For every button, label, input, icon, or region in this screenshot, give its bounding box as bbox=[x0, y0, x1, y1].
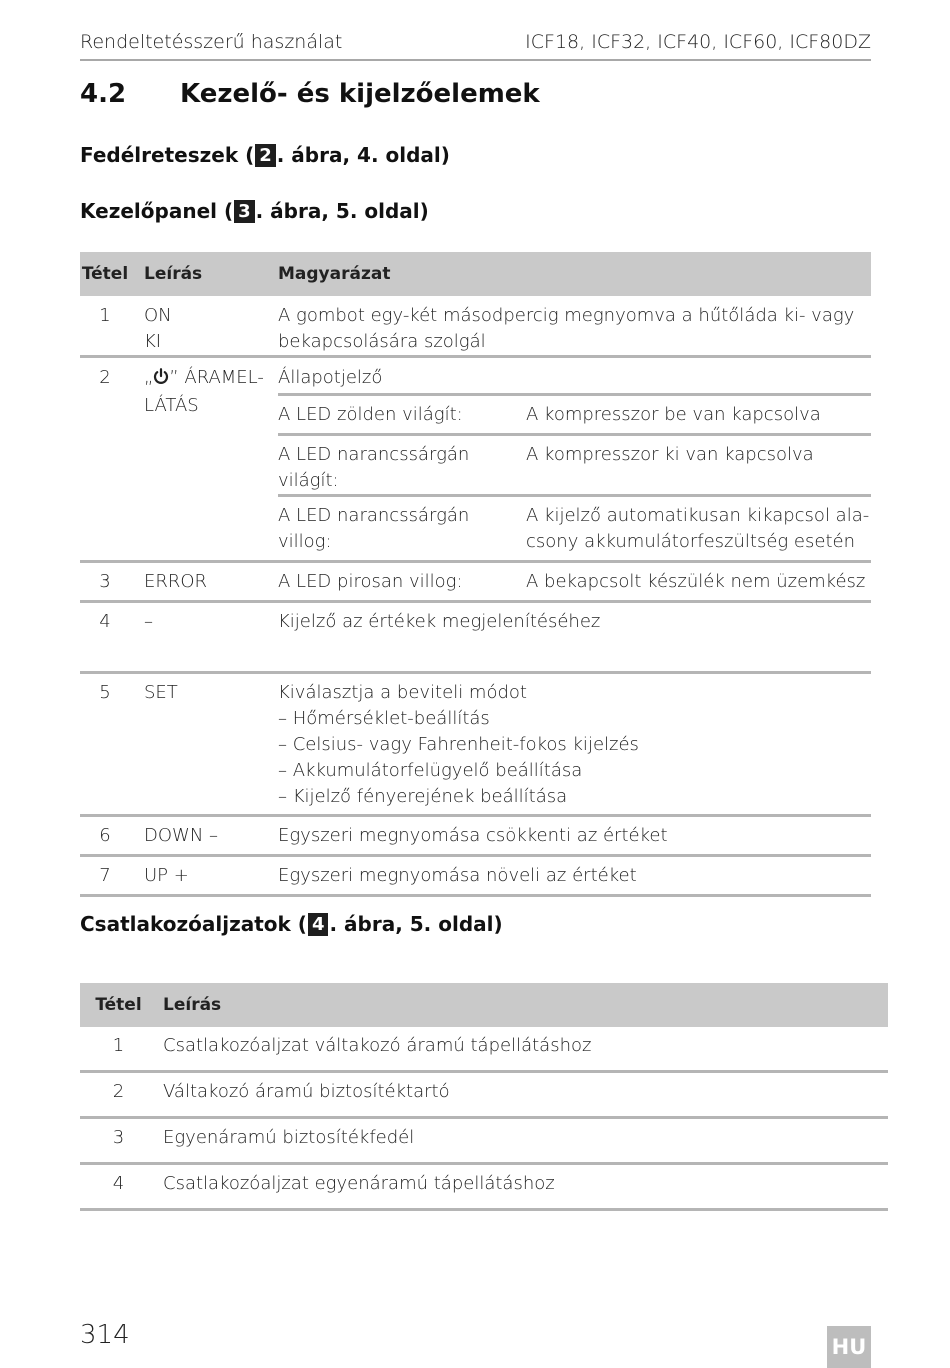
led-meaning bbox=[526, 496, 871, 562]
table-row bbox=[80, 357, 871, 395]
section-heading bbox=[80, 79, 540, 109]
item-number: 6 bbox=[80, 816, 130, 856]
meaning-line: A kijelző automatikusan kikapcsol ala- bbox=[526, 505, 870, 526]
figure-number-badge: 3 bbox=[234, 200, 255, 223]
item-description: Egyenáramú biztosítékfedél bbox=[163, 1118, 888, 1164]
table-row bbox=[80, 1164, 888, 1210]
item-number: 7 bbox=[80, 856, 130, 896]
section-title: Kezelő- és kijelzőelemek bbox=[180, 79, 540, 109]
column-header-description: Leírás bbox=[144, 252, 278, 296]
sockets-table bbox=[80, 983, 888, 1211]
subheading-text: Fedélreteszek ( bbox=[80, 143, 255, 167]
table-row bbox=[80, 1118, 888, 1164]
table-row bbox=[80, 673, 871, 816]
language-badge: HU bbox=[827, 1326, 871, 1368]
item-explanation: Kijelző az értékek megjelenítéséhez bbox=[278, 602, 871, 673]
status-indicator-heading: Állapotjelző bbox=[278, 357, 871, 395]
led-meaning: A kompresszor ki van kapcsolva bbox=[526, 435, 871, 496]
item-number: 2 bbox=[80, 357, 130, 562]
led-state: A LED narancssárgán világít: bbox=[278, 435, 526, 496]
item-number: 4 bbox=[80, 1164, 157, 1210]
item-description: – bbox=[144, 602, 278, 673]
item-description bbox=[144, 357, 278, 562]
column-header-explanation: Magyarázat bbox=[278, 252, 871, 296]
subheading-lid-latches bbox=[80, 143, 450, 167]
led-state: A LED narancssárgán villog: bbox=[278, 496, 526, 562]
led-meaning: A kompresszor be van kapcsolva bbox=[526, 395, 871, 435]
explanation-line: – Hőmérséklet-beállítás bbox=[278, 708, 490, 729]
subheading-text-tail: . ábra, 5. oldal) bbox=[255, 199, 429, 223]
item-description: ERROR bbox=[144, 562, 278, 602]
subheading-text: Csatlakozóaljzatok ( bbox=[80, 912, 307, 936]
item-description: Csatlakozóaljzat váltakozó áramú tápellátáshoz bbox=[163, 1027, 888, 1072]
meaning-line: csony akkumulátorfeszültség esetén bbox=[526, 531, 855, 552]
description-line: LÁTÁS bbox=[144, 395, 199, 416]
explanation-line: Kiválasztja a beviteli módot bbox=[278, 682, 527, 703]
figure-number-badge: 4 bbox=[308, 913, 329, 936]
page-number: 314 bbox=[80, 1320, 130, 1350]
explanation-line: – Kijelző fényerejének beállítása bbox=[278, 786, 568, 807]
column-header-item: Tétel bbox=[80, 983, 157, 1027]
subheading-control-panel bbox=[80, 199, 429, 223]
subheading-text-tail: . ábra, 5. oldal) bbox=[329, 912, 503, 936]
led-state: A LED zölden világít: bbox=[278, 395, 526, 435]
led-state: A LED pirosan villog: bbox=[278, 562, 526, 602]
table-row bbox=[80, 562, 871, 602]
description-line bbox=[144, 365, 278, 393]
explanation-line: bekapcsolására szolgál bbox=[278, 331, 486, 352]
item-description: SET bbox=[144, 673, 278, 816]
item-description: Váltakozó áramú biztosítéktartó bbox=[163, 1072, 888, 1118]
section-number: 4.2 bbox=[80, 79, 127, 109]
subheading-text: Kezelőpanel ( bbox=[80, 199, 234, 223]
item-number: 1 bbox=[80, 296, 130, 357]
description-line: KI bbox=[144, 331, 162, 352]
subheading-sockets bbox=[80, 912, 503, 936]
quote-open: „ bbox=[144, 367, 154, 388]
subheading-text-tail: . ábra, 4. oldal) bbox=[276, 143, 450, 167]
table-row bbox=[80, 1072, 888, 1118]
item-number: 3 bbox=[80, 1118, 157, 1164]
control-panel-table bbox=[80, 252, 871, 897]
power-icon bbox=[153, 367, 169, 393]
column-header-item: Tétel bbox=[80, 252, 130, 296]
item-number: 2 bbox=[80, 1072, 157, 1118]
figure-number-badge: 2 bbox=[255, 144, 276, 167]
column-spacer bbox=[130, 252, 144, 296]
item-explanation: Egyszeri megnyomása csökkenti az értéket bbox=[278, 816, 871, 856]
table-header-row bbox=[80, 252, 871, 296]
running-header-left: Rendeltetésszerű használat bbox=[80, 31, 343, 53]
item-description: Csatlakozóaljzat egyenáramú tápellátáshoz bbox=[163, 1164, 888, 1210]
explanation-line: – Celsius- vagy Fahrenheit-fokos kijelzés bbox=[278, 734, 639, 755]
item-number: 3 bbox=[80, 562, 130, 602]
item-explanation bbox=[278, 296, 871, 357]
table-row bbox=[80, 856, 871, 896]
explanation-line: A gombot egy-két másodpercig megnyomva a hűtőláda ki- vagy bbox=[278, 305, 855, 326]
table-header-row bbox=[80, 983, 888, 1027]
item-explanation: Egyszeri megnyomása növeli az értéket bbox=[278, 856, 871, 896]
table-row bbox=[80, 296, 871, 357]
item-description bbox=[144, 296, 278, 357]
table-row bbox=[80, 602, 871, 673]
item-number: 5 bbox=[80, 673, 130, 816]
description-line: ON bbox=[144, 305, 172, 326]
item-explanation bbox=[278, 673, 871, 816]
item-number: 4 bbox=[80, 602, 130, 673]
item-number: 1 bbox=[80, 1027, 157, 1072]
led-meaning: A bekapcsolt készülék nem üzemkész bbox=[526, 562, 871, 602]
explanation-line: – Akkumulátorfelügyelő beállítása bbox=[278, 760, 583, 781]
running-header-right: ICF18, ICF32, ICF40, ICF60, ICF80DZ bbox=[525, 31, 871, 53]
description-tail: ” ÁRAMEL- bbox=[169, 367, 264, 388]
column-header-description: Leírás bbox=[163, 983, 888, 1027]
item-description: UP + bbox=[144, 856, 278, 896]
table-row bbox=[80, 816, 871, 856]
table-row bbox=[80, 1027, 888, 1072]
item-description: DOWN – bbox=[144, 816, 278, 856]
header-divider bbox=[80, 59, 871, 61]
